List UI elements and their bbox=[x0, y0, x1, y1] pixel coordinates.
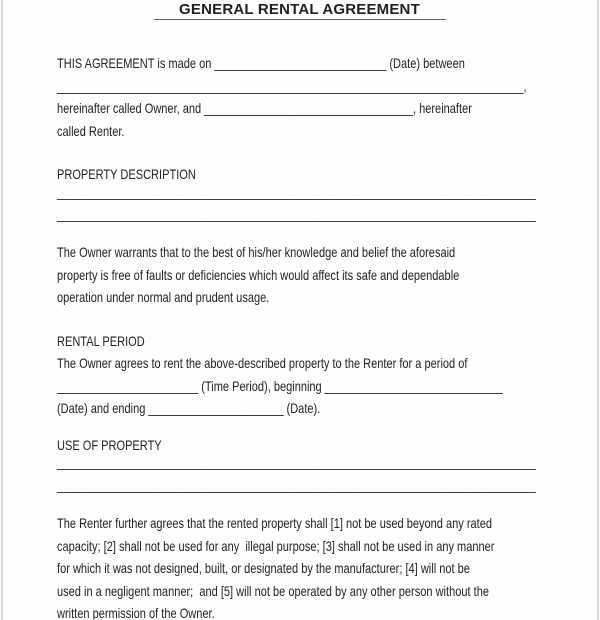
renter-terms-line: used in a negligent manner; and [5] will not be operated by any other person without the bbox=[57, 583, 489, 599]
rental-period-line: The Owner agrees to rent the above-described property to the Renter for a period of bbox=[57, 356, 468, 371]
use-of-property-blanks bbox=[57, 452, 542, 497]
title-underline bbox=[154, 19, 446, 20]
renter-terms-paragraph bbox=[57, 513, 542, 620]
page-left-edge bbox=[1, 0, 3, 620]
warranty-line: The Owner warrants that to the best of his/her knowledge and belief the aforesaid bbox=[57, 245, 456, 260]
warranty-paragraph bbox=[57, 242, 542, 310]
rental-period-heading: RENTAL PERIOD bbox=[57, 333, 145, 349]
warranty-line: property is free of faults or deficiencies which would affect its safe and dependable bbox=[57, 267, 460, 283]
intro-line: hereinafter called Owner, and __________________________________, hereinafter bbox=[57, 101, 472, 116]
renter-terms-line: capacity; [2] shall not be used for any illegal purpose; [3] shall not be used in any manner bbox=[57, 538, 495, 554]
renter-terms-line: written permission of the Owner. bbox=[57, 606, 215, 620]
intro-blank-line: ____________________________________________________________________________, bbox=[57, 78, 527, 94]
intro-line: called Renter. bbox=[57, 123, 125, 139]
property-description-blanks bbox=[57, 182, 542, 227]
use-of-property-heading: USE OF PROPERTY bbox=[57, 437, 162, 453]
intro-line: THIS AGREEMENT is made on ____________________________ (Date) between bbox=[57, 56, 465, 71]
rental-period-blank-line: (Date) and ending ______________________ (Date). bbox=[57, 401, 321, 416]
page-right-edge bbox=[597, 0, 599, 620]
fill-in-line: ______________________________________________________________________________ bbox=[57, 455, 536, 470]
rental-period-section bbox=[57, 331, 542, 421]
intro-paragraph bbox=[57, 53, 542, 143]
rental-period-blank-line: _______________________ (Time Period), beginning _____________________________ bbox=[57, 378, 503, 394]
renter-terms-line: The Renter further agrees that the rented property shall [1] not be used beyond any rated bbox=[57, 516, 493, 531]
warranty-line: operation under normal and prudent usage. bbox=[57, 290, 270, 305]
renter-terms-line: for which it was not designed, built, or designated by the manufacturer; [4] will not be bbox=[57, 561, 470, 576]
fill-in-line: ______________________________________________________________________________ bbox=[57, 207, 536, 222]
property-description-heading: PROPERTY DESCRIPTION bbox=[57, 167, 196, 182]
fill-in-line: ______________________________________________________________________________ bbox=[57, 184, 536, 200]
fill-in-line: ______________________________________________________________________________ bbox=[57, 477, 536, 493]
document-title: GENERAL RENTAL AGREEMENT bbox=[179, 1, 420, 18]
